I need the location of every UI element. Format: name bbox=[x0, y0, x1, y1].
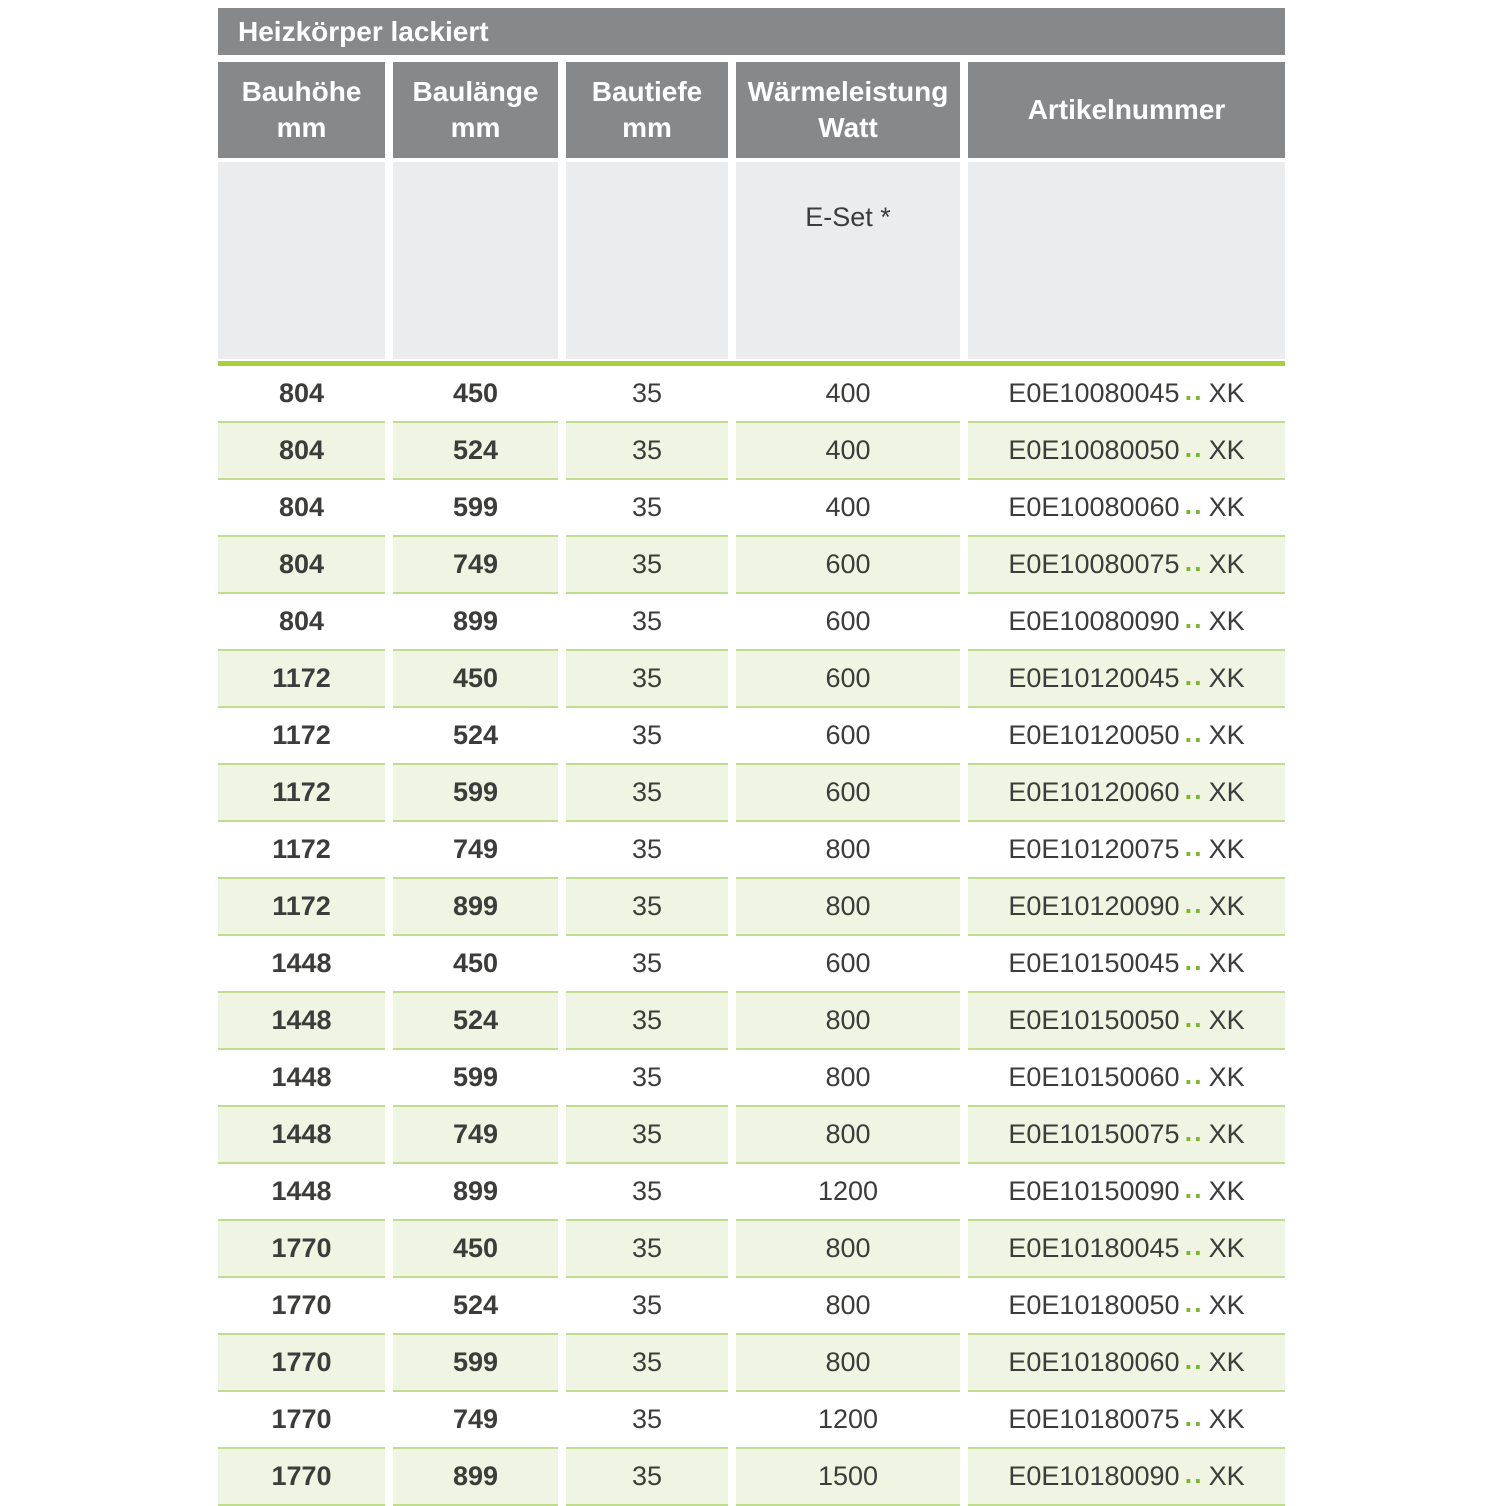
cell-baulaenge: 899 bbox=[393, 1164, 558, 1221]
cell-waermeleistung: 800 bbox=[736, 1278, 960, 1335]
column-header-unit: mm bbox=[276, 112, 327, 143]
cell-bauhoehe: 1770 bbox=[218, 1221, 385, 1278]
column-header-unit: Watt bbox=[818, 112, 878, 143]
artikelnummer-dots: .. bbox=[1184, 1288, 1204, 1318]
cell-waermeleistung: 800 bbox=[736, 1221, 960, 1278]
artikelnummer-dots: .. bbox=[1184, 718, 1204, 748]
cell-waermeleistung: 400 bbox=[736, 480, 960, 537]
cell-bautiefe: 35 bbox=[566, 993, 728, 1050]
artikelnummer-dots: .. bbox=[1184, 1459, 1204, 1489]
artikelnummer-dots: .. bbox=[1184, 889, 1204, 919]
cell-bauhoehe: 804 bbox=[218, 423, 385, 480]
cell-bauhoehe: 1770 bbox=[218, 1335, 385, 1392]
cell-baulaenge: 899 bbox=[393, 1449, 558, 1506]
cell-bautiefe: 35 bbox=[566, 423, 728, 480]
artikelnummer-suffix: XK bbox=[1208, 720, 1245, 750]
cell-baulaenge: 524 bbox=[393, 423, 558, 480]
cell-bautiefe: 35 bbox=[566, 1164, 728, 1221]
table-title-banner bbox=[218, 8, 1285, 55]
artikelnummer-suffix: XK bbox=[1208, 435, 1245, 465]
artikelnummer-prefix: E0E10120075 bbox=[1008, 834, 1180, 864]
artikelnummer-dots: .. bbox=[1184, 1174, 1204, 1204]
cell-baulaenge: 524 bbox=[393, 993, 558, 1050]
cell-bauhoehe: 1770 bbox=[218, 1278, 385, 1335]
subheader-cell-bautiefe bbox=[566, 162, 728, 359]
subheader-cell-artikelnummer bbox=[968, 162, 1285, 359]
cell-artikelnummer bbox=[968, 537, 1285, 594]
cell-bauhoehe: 1172 bbox=[218, 708, 385, 765]
artikelnummer-suffix: XK bbox=[1208, 1404, 1245, 1434]
cell-waermeleistung: 400 bbox=[736, 423, 960, 480]
cell-bauhoehe: 1770 bbox=[218, 1449, 385, 1506]
cell-artikelnummer bbox=[968, 1221, 1285, 1278]
artikelnummer-prefix: E0E10150075 bbox=[1008, 1119, 1180, 1149]
cell-artikelnummer bbox=[968, 1335, 1285, 1392]
artikelnummer-suffix: XK bbox=[1208, 891, 1245, 921]
cell-waermeleistung: 1500 bbox=[736, 1449, 960, 1506]
artikelnummer-suffix: XK bbox=[1208, 1176, 1245, 1206]
column-header-label: Baulänge bbox=[412, 75, 539, 107]
cell-baulaenge: 749 bbox=[393, 822, 558, 879]
subheader-cell-waermeleistung bbox=[736, 162, 960, 359]
cell-artikelnummer bbox=[968, 1449, 1285, 1506]
subheader-cell-baulaenge bbox=[393, 162, 558, 359]
column-header-unit: mm bbox=[622, 112, 672, 143]
cell-baulaenge: 450 bbox=[393, 651, 558, 708]
column-header-waermeleistung bbox=[736, 62, 960, 158]
artikelnummer-prefix: E0E10120090 bbox=[1008, 891, 1180, 921]
cell-artikelnummer bbox=[968, 366, 1285, 423]
cell-bauhoehe: 1172 bbox=[218, 651, 385, 708]
cell-bautiefe: 35 bbox=[566, 651, 728, 708]
cell-bautiefe: 35 bbox=[566, 1449, 728, 1506]
cell-bauhoehe: 1448 bbox=[218, 936, 385, 993]
artikelnummer-prefix: E0E10120060 bbox=[1008, 777, 1180, 807]
artikelnummer-dots: .. bbox=[1184, 1402, 1204, 1432]
cell-artikelnummer bbox=[968, 936, 1285, 993]
cell-waermeleistung: 600 bbox=[736, 765, 960, 822]
cell-waermeleistung: 600 bbox=[736, 708, 960, 765]
column-header-label: Bauhöhe bbox=[241, 75, 362, 107]
cell-waermeleistung: 800 bbox=[736, 1050, 960, 1107]
cell-bautiefe: 35 bbox=[566, 765, 728, 822]
cell-bautiefe: 35 bbox=[566, 1221, 728, 1278]
cell-waermeleistung: 800 bbox=[736, 822, 960, 879]
artikelnummer-suffix: XK bbox=[1208, 777, 1245, 807]
cell-bauhoehe: 804 bbox=[218, 480, 385, 537]
artikelnummer-dots: .. bbox=[1184, 946, 1204, 976]
artikelnummer-prefix: E0E10180050 bbox=[1008, 1290, 1180, 1320]
cell-bauhoehe: 1448 bbox=[218, 1164, 385, 1221]
subheader-row bbox=[218, 162, 1285, 359]
cell-artikelnummer bbox=[968, 594, 1285, 651]
cell-bautiefe: 35 bbox=[566, 708, 728, 765]
artikelnummer-prefix: E0E10080050 bbox=[1008, 435, 1180, 465]
cell-waermeleistung: 600 bbox=[736, 594, 960, 651]
column-header-baulaenge bbox=[393, 62, 558, 158]
artikelnummer-suffix: XK bbox=[1208, 1347, 1245, 1377]
cell-waermeleistung: 400 bbox=[736, 366, 960, 423]
cell-waermeleistung: 800 bbox=[736, 879, 960, 936]
cell-artikelnummer bbox=[968, 1278, 1285, 1335]
artikelnummer-suffix: XK bbox=[1208, 1461, 1245, 1491]
artikelnummer-dots: .. bbox=[1184, 547, 1204, 577]
column-header-label: Bautiefe bbox=[591, 75, 703, 107]
artikelnummer-suffix: XK bbox=[1208, 549, 1245, 579]
artikelnummer-suffix: XK bbox=[1208, 1062, 1245, 1092]
cell-artikelnummer bbox=[968, 1392, 1285, 1449]
column-header-unit: mm bbox=[450, 112, 501, 143]
table-title: Heizkörper lackiert bbox=[238, 15, 489, 47]
cell-baulaenge: 599 bbox=[393, 765, 558, 822]
artikelnummer-suffix: XK bbox=[1208, 1119, 1245, 1149]
cell-bautiefe: 35 bbox=[566, 936, 728, 993]
artikelnummer-prefix: E0E10120050 bbox=[1008, 720, 1180, 750]
cell-baulaenge: 749 bbox=[393, 537, 558, 594]
cell-waermeleistung: 600 bbox=[736, 936, 960, 993]
column-header-label: Artikelnummer bbox=[1027, 93, 1226, 125]
cell-bautiefe: 35 bbox=[566, 822, 728, 879]
artikelnummer-suffix: XK bbox=[1208, 1005, 1245, 1035]
artikelnummer-suffix: XK bbox=[1208, 948, 1245, 978]
cell-waermeleistung: 800 bbox=[736, 1107, 960, 1164]
cell-waermeleistung: 600 bbox=[736, 651, 960, 708]
artikelnummer-prefix: E0E10080075 bbox=[1008, 549, 1180, 579]
artikelnummer-dots: .. bbox=[1184, 490, 1204, 520]
artikelnummer-dots: .. bbox=[1184, 604, 1204, 634]
cell-bauhoehe: 1172 bbox=[218, 765, 385, 822]
cell-bauhoehe: 1172 bbox=[218, 879, 385, 936]
cell-baulaenge: 524 bbox=[393, 1278, 558, 1335]
cell-baulaenge: 524 bbox=[393, 708, 558, 765]
table-body bbox=[218, 366, 1285, 1506]
cell-baulaenge: 749 bbox=[393, 1392, 558, 1449]
cell-baulaenge: 599 bbox=[393, 1050, 558, 1107]
cell-waermeleistung: 600 bbox=[736, 537, 960, 594]
cell-bautiefe: 35 bbox=[566, 1392, 728, 1449]
cell-baulaenge: 450 bbox=[393, 366, 558, 423]
cell-bautiefe: 35 bbox=[566, 480, 728, 537]
artikelnummer-prefix: E0E10180075 bbox=[1008, 1404, 1180, 1434]
cell-artikelnummer bbox=[968, 1050, 1285, 1107]
artikelnummer-dots: .. bbox=[1184, 775, 1204, 805]
column-header-bautiefe bbox=[566, 62, 728, 158]
artikelnummer-dots: .. bbox=[1184, 832, 1204, 862]
cell-artikelnummer bbox=[968, 1107, 1285, 1164]
artikelnummer-suffix: XK bbox=[1208, 378, 1245, 408]
cell-artikelnummer bbox=[968, 708, 1285, 765]
cell-bautiefe: 35 bbox=[566, 537, 728, 594]
cell-bauhoehe: 804 bbox=[218, 366, 385, 423]
artikelnummer-suffix: XK bbox=[1208, 1233, 1245, 1263]
artikelnummer-suffix: XK bbox=[1208, 663, 1245, 693]
artikelnummer-prefix: E0E10080090 bbox=[1008, 606, 1180, 636]
artikelnummer-prefix: E0E10150090 bbox=[1008, 1176, 1180, 1206]
cell-bautiefe: 35 bbox=[566, 594, 728, 651]
artikelnummer-dots: .. bbox=[1184, 661, 1204, 691]
cell-waermeleistung: 800 bbox=[736, 1335, 960, 1392]
cell-bautiefe: 35 bbox=[566, 879, 728, 936]
cell-bautiefe: 35 bbox=[566, 1278, 728, 1335]
cell-bauhoehe: 1448 bbox=[218, 993, 385, 1050]
cell-artikelnummer bbox=[968, 765, 1285, 822]
cell-artikelnummer bbox=[968, 993, 1285, 1050]
product-table bbox=[218, 8, 1285, 1506]
cell-bautiefe: 35 bbox=[566, 1107, 728, 1164]
cell-bauhoehe: 804 bbox=[218, 537, 385, 594]
column-header-bauhoehe bbox=[218, 62, 385, 158]
cell-baulaenge: 749 bbox=[393, 1107, 558, 1164]
cell-bautiefe: 35 bbox=[566, 366, 728, 423]
cell-artikelnummer bbox=[968, 651, 1285, 708]
cell-baulaenge: 899 bbox=[393, 879, 558, 936]
cell-baulaenge: 599 bbox=[393, 480, 558, 537]
cell-baulaenge: 599 bbox=[393, 1335, 558, 1392]
artikelnummer-dots: .. bbox=[1184, 433, 1204, 463]
artikelnummer-prefix: E0E10120045 bbox=[1008, 663, 1180, 693]
artikelnummer-prefix: E0E10180060 bbox=[1008, 1347, 1180, 1377]
artikelnummer-prefix: E0E10080045 bbox=[1008, 378, 1180, 408]
cell-bautiefe: 35 bbox=[566, 1050, 728, 1107]
artikelnummer-dots: .. bbox=[1184, 1231, 1204, 1261]
cell-baulaenge: 899 bbox=[393, 594, 558, 651]
artikelnummer-dots: .. bbox=[1184, 1060, 1204, 1090]
cell-baulaenge: 450 bbox=[393, 1221, 558, 1278]
cell-bauhoehe: 1770 bbox=[218, 1392, 385, 1449]
cell-waermeleistung: 800 bbox=[736, 993, 960, 1050]
cell-artikelnummer bbox=[968, 480, 1285, 537]
cell-bauhoehe: 1448 bbox=[218, 1050, 385, 1107]
cell-artikelnummer bbox=[968, 423, 1285, 480]
cell-artikelnummer bbox=[968, 822, 1285, 879]
artikelnummer-suffix: XK bbox=[1208, 834, 1245, 864]
column-header-row bbox=[218, 62, 1285, 158]
eset-label: E-Set * bbox=[805, 202, 891, 232]
column-header-artikelnummer bbox=[968, 62, 1285, 158]
artikelnummer-dots: .. bbox=[1184, 1003, 1204, 1033]
cell-bautiefe: 35 bbox=[566, 1335, 728, 1392]
cell-bauhoehe: 1448 bbox=[218, 1107, 385, 1164]
artikelnummer-prefix: E0E10150050 bbox=[1008, 1005, 1180, 1035]
cell-waermeleistung: 1200 bbox=[736, 1164, 960, 1221]
cell-baulaenge: 450 bbox=[393, 936, 558, 993]
artikelnummer-suffix: XK bbox=[1208, 606, 1245, 636]
artikelnummer-dots: .. bbox=[1184, 1345, 1204, 1375]
cell-artikelnummer bbox=[968, 1164, 1285, 1221]
artikelnummer-dots: .. bbox=[1184, 1117, 1204, 1147]
artikelnummer-prefix: E0E10180090 bbox=[1008, 1461, 1180, 1491]
artikelnummer-prefix: E0E10180045 bbox=[1008, 1233, 1180, 1263]
artikelnummer-suffix: XK bbox=[1208, 1290, 1245, 1320]
cell-bauhoehe: 804 bbox=[218, 594, 385, 651]
artikelnummer-dots: .. bbox=[1184, 376, 1204, 406]
cell-bauhoehe: 1172 bbox=[218, 822, 385, 879]
artikelnummer-prefix: E0E10150045 bbox=[1008, 948, 1180, 978]
column-header-label: Wärmeleistung bbox=[747, 75, 949, 107]
subheader-cell-bauhoehe bbox=[218, 162, 385, 359]
cell-artikelnummer bbox=[968, 879, 1285, 936]
artikelnummer-suffix: XK bbox=[1208, 492, 1245, 522]
cell-waermeleistung: 1200 bbox=[736, 1392, 960, 1449]
artikelnummer-prefix: E0E10080060 bbox=[1008, 492, 1180, 522]
artikelnummer-prefix: E0E10150060 bbox=[1008, 1062, 1180, 1092]
